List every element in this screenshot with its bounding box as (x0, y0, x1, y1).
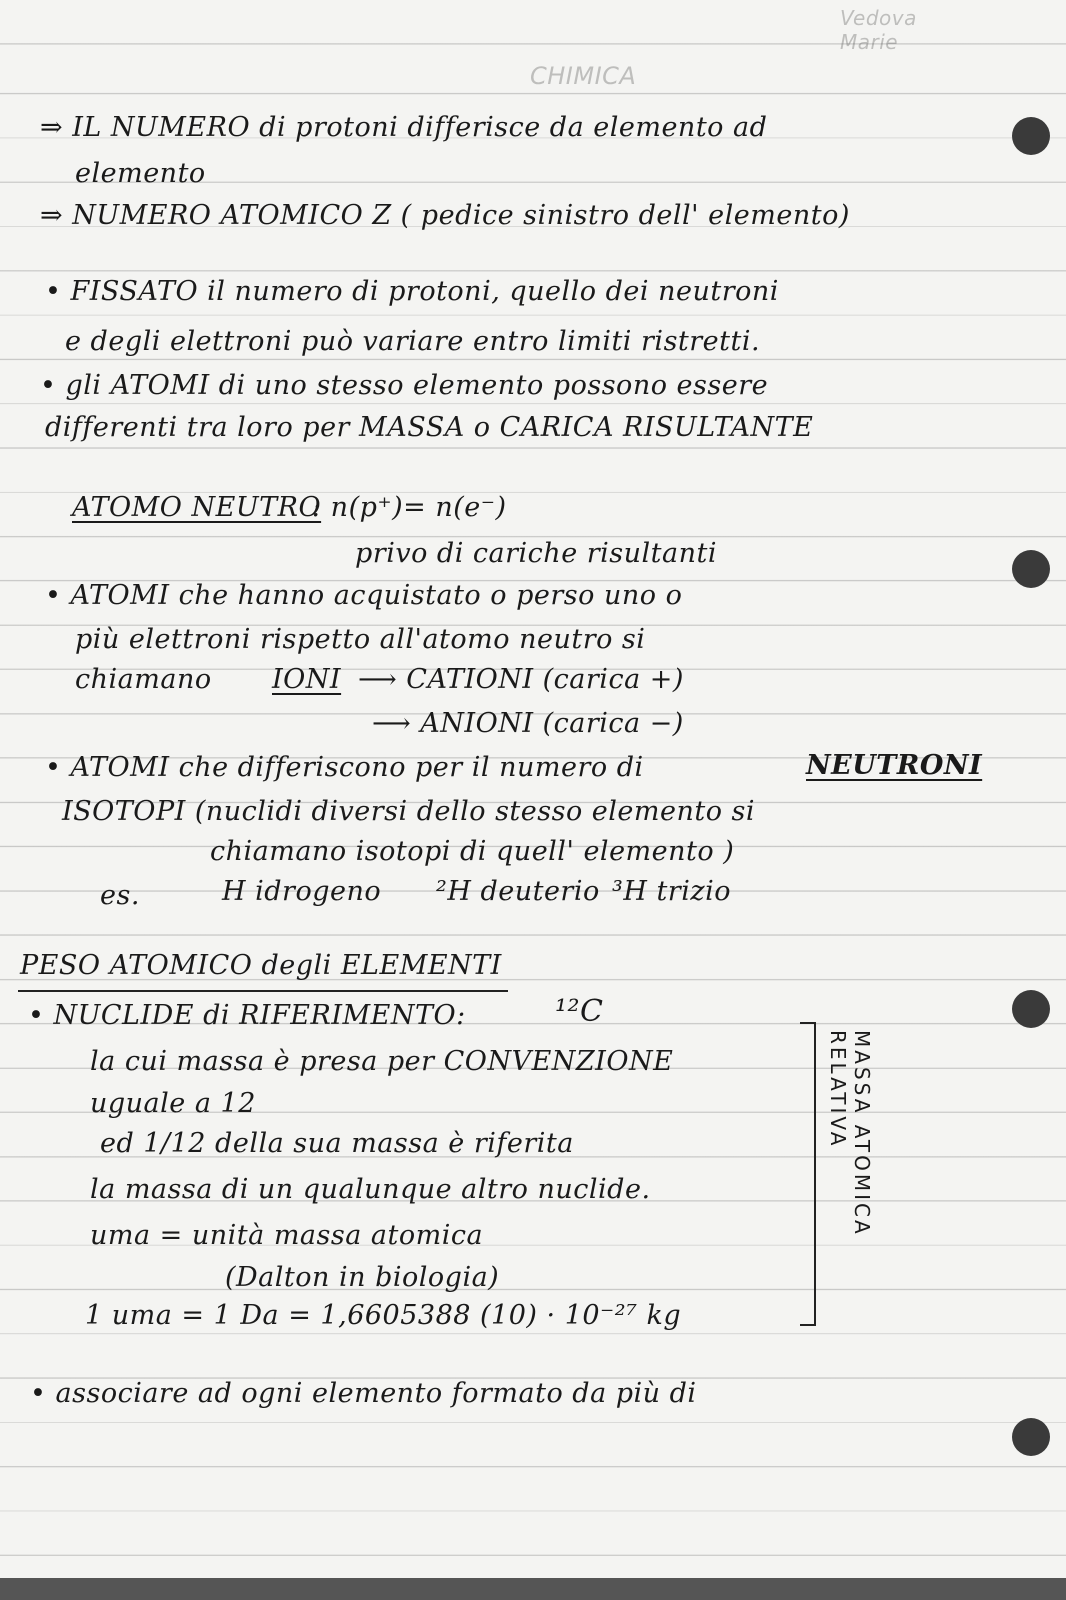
note-line: uma = unità massa atomica (90, 1220, 484, 1251)
note-line: H idrogeno (222, 876, 382, 907)
note-line: es. (100, 880, 140, 911)
note-line: differenti tra loro per MASSA o CARICA RISULTANTE (45, 412, 814, 443)
note-line: uguale a 12 (90, 1088, 256, 1119)
note-line: la massa di un qualunque altro nuclide. (90, 1174, 651, 1205)
note-line: ⟶ ANIONI (carica −) (372, 708, 684, 739)
heading-underline (18, 990, 508, 992)
corner-note: Vedova Marie (840, 6, 917, 54)
binder-hole (1012, 990, 1050, 1028)
binder-hole (1012, 117, 1050, 155)
note-line: • gli ATOMI di uno stesso elemento possono essere (40, 370, 769, 401)
note-line: • ATOMI che differiscono per il numero di (45, 752, 644, 783)
note-line: (Dalton in biologia) (225, 1262, 500, 1293)
note-line: • associare ad ogni elemento formato da più di (30, 1378, 697, 1409)
binder-hole (1012, 1418, 1050, 1456)
side-label: MASSA ATOMICA RELATIVA (826, 1030, 874, 1237)
note-line: e degli elettroni può variare entro limiti ristretti. (65, 326, 761, 357)
note-line: 1 uma = 1 Da = 1,6605388 (10) · 10⁻²⁷ kg (85, 1300, 682, 1331)
brace (800, 1022, 816, 1326)
note-line: privo di cariche risultanti (355, 538, 717, 569)
note-line: ISOTOPI (nuclidi diversi dello stesso elemento si (62, 796, 756, 827)
faint-heading: CHIMICA (530, 62, 637, 90)
note-line: ⇒ IL NUMERO di protoni differisce da elemento ad (40, 112, 768, 143)
carbon-symbol: ¹²C (555, 994, 604, 1029)
note-line: • ATOMI che hanno acquistato o perso uno o (45, 580, 683, 611)
note-line: • NUCLIDE di RIFERIMENTO: (28, 1000, 466, 1031)
note-line: ⇒ NUMERO ATOMICO Z ( pedice sinistro dell' elemento) (40, 200, 850, 231)
neutroni-term: NEUTRONI (806, 750, 983, 781)
section-heading: PESO ATOMICO degli ELEMENTI (20, 950, 502, 981)
note-line: più elettroni rispetto all'atomo neutro si (75, 624, 646, 655)
binder-hole (1012, 550, 1050, 588)
formula: : n(p⁺)= n(e⁻) (312, 492, 507, 523)
note-line: la cui massa è presa per CONVENZIONE (90, 1046, 674, 1077)
note-line: ed 1/12 della sua massa è riferita (100, 1128, 574, 1159)
note-line: ³H trizio (612, 876, 731, 907)
note-line: ²H deuterio (436, 876, 600, 907)
heading-atomo-neutro: ATOMO NEUTRO (72, 492, 322, 523)
note-line: elemento (75, 158, 206, 189)
note-line: chiamano isotopi di quell' elemento ) (210, 836, 735, 867)
note-line: • FISSATO il numero di protoni, quello dei neutroni (45, 276, 779, 307)
note-line: ⟶ CATIONI (carica +) (358, 664, 684, 695)
note-line: chiamano (75, 664, 212, 695)
ioni-term: IONI (272, 664, 342, 695)
